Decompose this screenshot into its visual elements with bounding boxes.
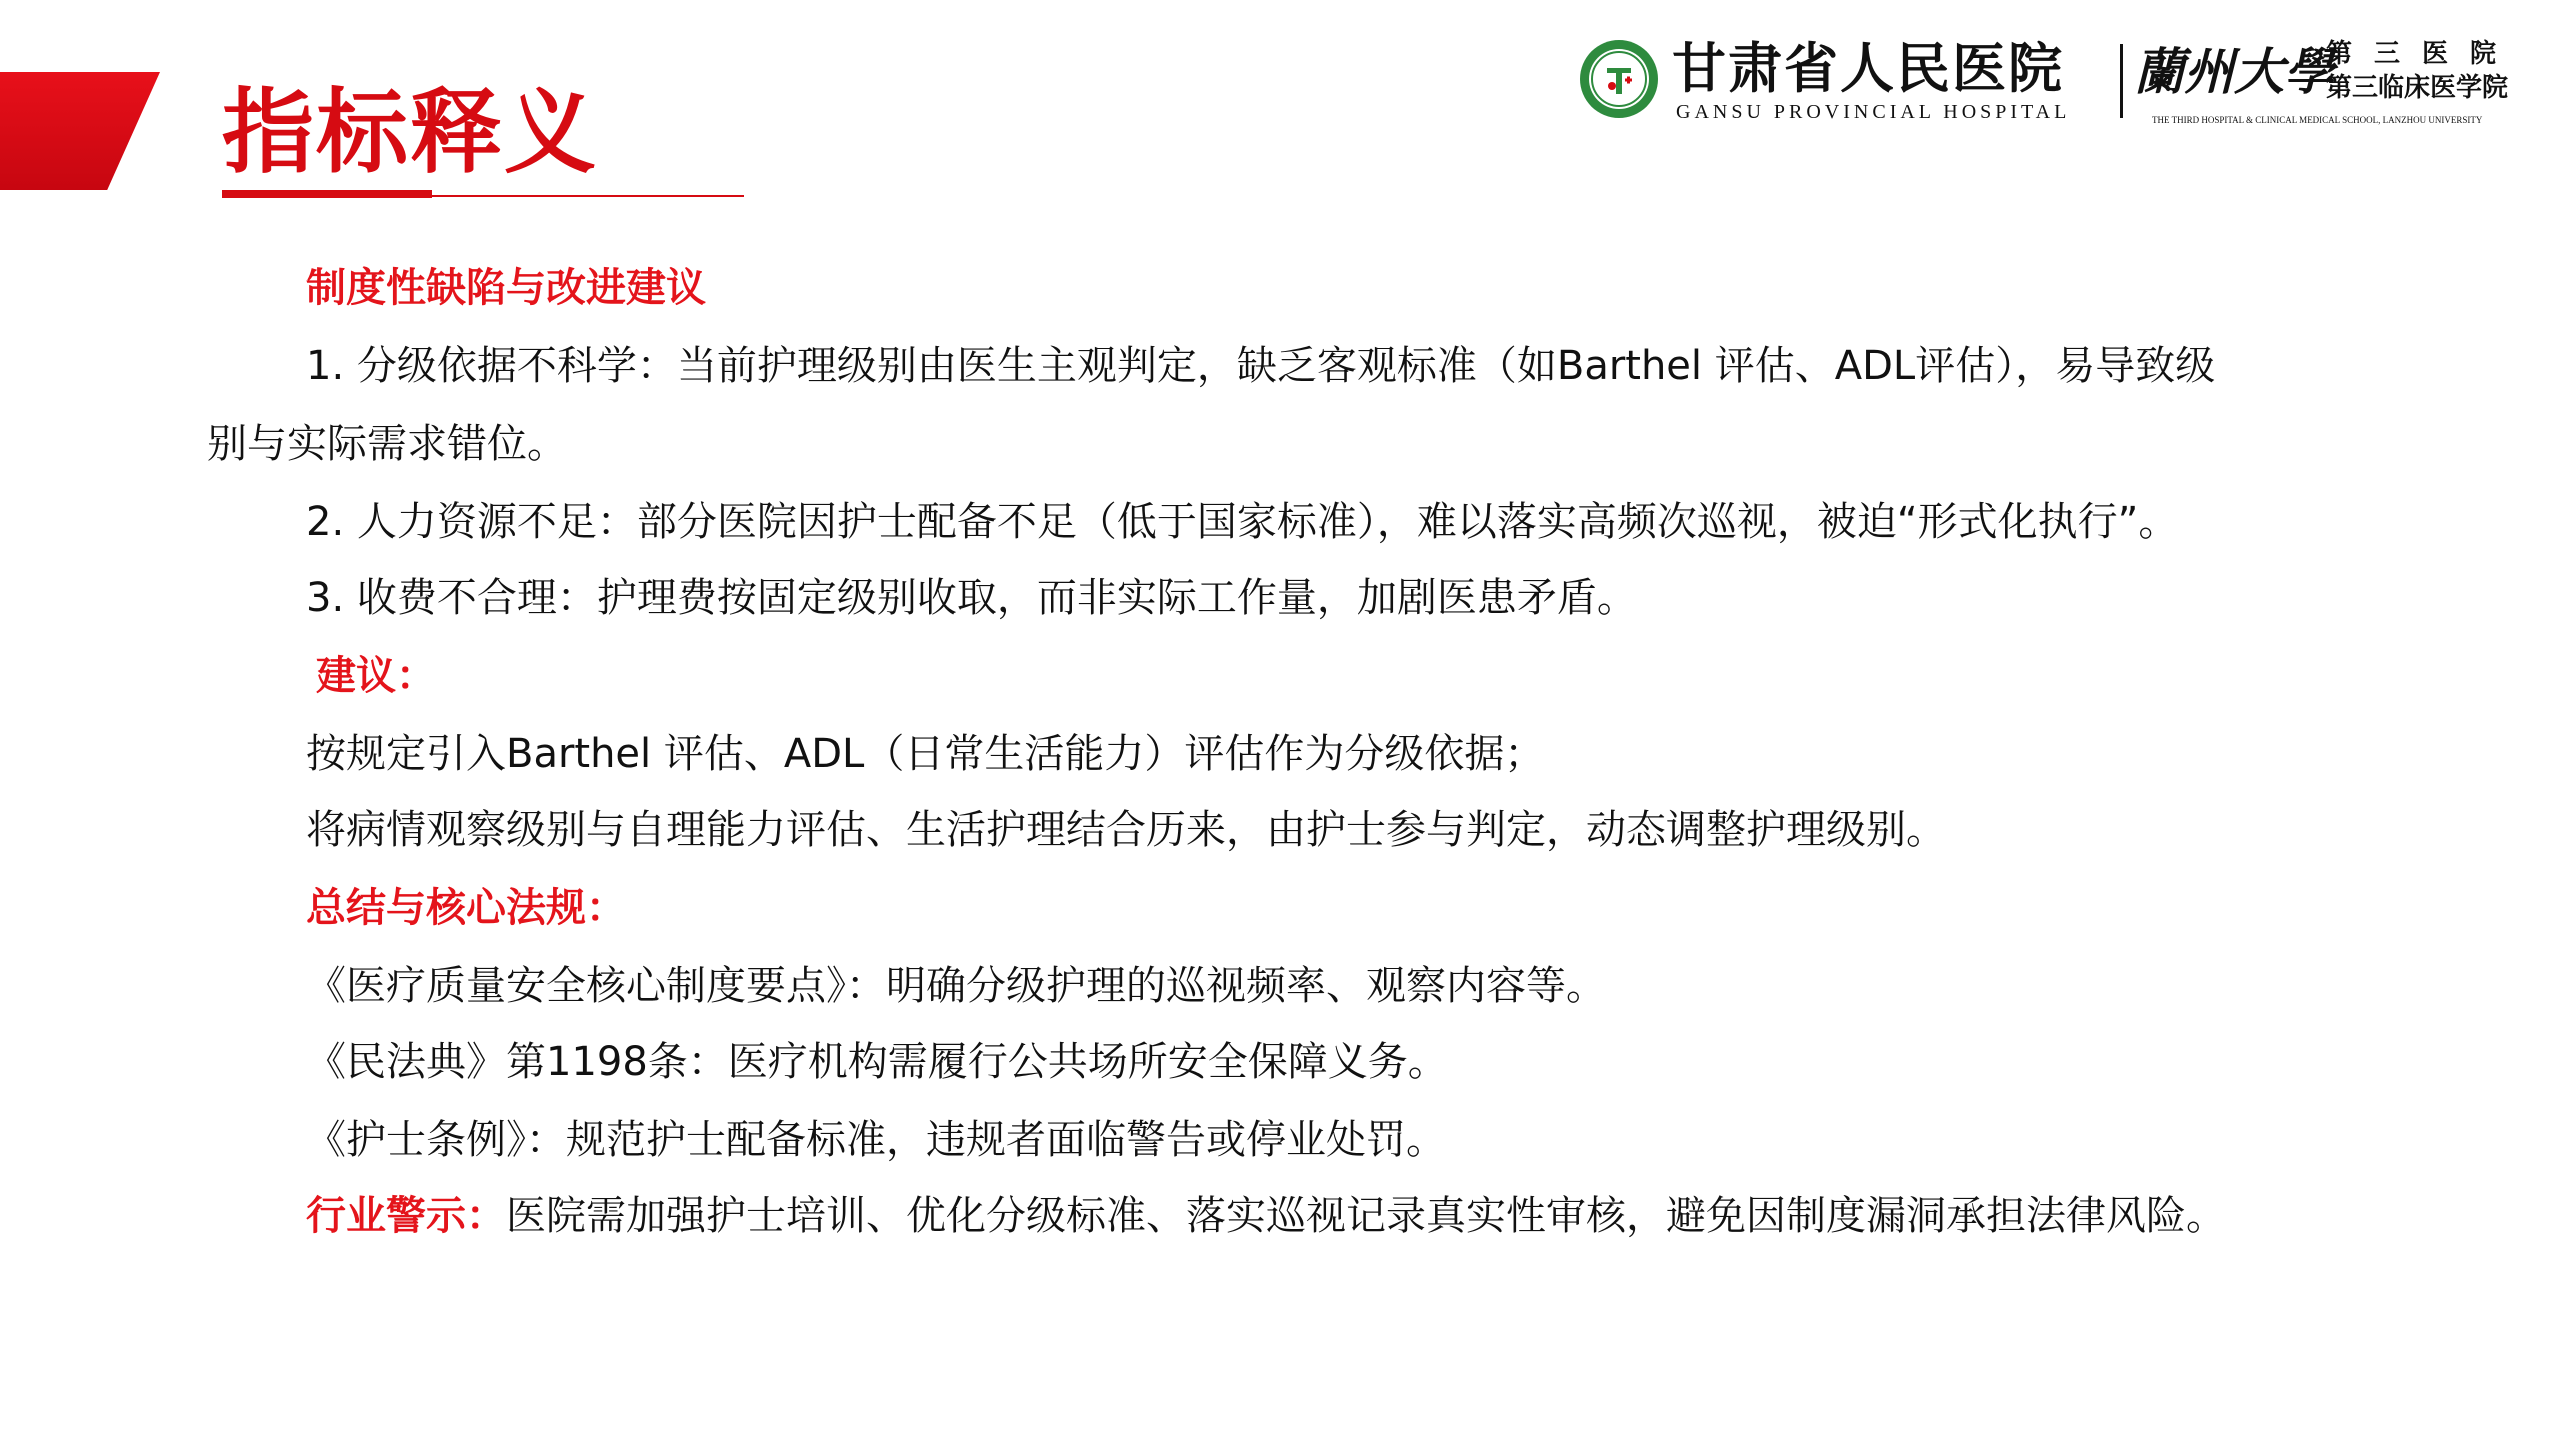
defect-item-2: 2. 人力资源不足：部分医院因护士配备不足（低于国家标准），难以落实高频次巡视，被迫“形式化执行”。: [306, 499, 2179, 545]
industry-warning: [306, 1190, 2226, 1242]
summary-heading: 总结与核心法规：: [306, 885, 626, 931]
defect-item-1-line-1: 1. 分级依据不科学：当前护理级别由医生主观判定，缺乏客观标准（如Barthel 评估、ADL评估），易导致级: [306, 343, 2216, 389]
hospital-emblem-icon: [1578, 38, 1660, 120]
law-2: 《民法典》第1198条：医疗机构需履行公共场所安全保障义务。: [306, 1039, 1448, 1085]
logo-divider: [2120, 44, 2123, 118]
hospital-name-cn: 甘肃省人民医院: [1672, 36, 2064, 100]
law-3: 《护士条例》：规范护士配备标准，违规者面临警告或停业处罚。: [306, 1117, 1446, 1163]
warning-label: 行业警示：: [306, 1193, 506, 1239]
page-title: 指标释义: [222, 79, 599, 186]
law-1: 《医疗质量安全核心制度要点》：明确分级护理的巡视频率、观察内容等。: [306, 963, 1606, 1009]
clinical-school-label: 第三临床医学院: [2326, 73, 2509, 103]
title-red-tab: [0, 72, 160, 190]
defects-heading: 制度性缺陷与改进建议: [306, 265, 706, 311]
warning-text: 医院需加强护士培训、优化分级标准、落实巡视记录真实性审核，避免因制度漏洞承担法律风险。: [506, 1193, 2226, 1239]
suggest-heading: 建议：: [316, 653, 436, 699]
university-english-label: THE THIRD HOSPITAL & CLINICAL MEDICAL SCHOOL, LANZHOU UNIVERSITY: [2152, 115, 2483, 125]
defect-item-3: 3. 收费不合理：护理费按固定级别收取，而非实际工作量，加剧医患矛盾。: [306, 575, 1637, 621]
suggestion-2: 将病情观察级别与自理能力评估、生活护理结合历来，由护士参与判定，动态调整护理级别。: [306, 807, 1946, 853]
defect-item-1-line-2: 别与实际需求错位。: [207, 421, 567, 467]
hospital-name-en: GANSU PROVINCIAL HOSPITAL: [1676, 101, 2071, 123]
third-hospital-label: 第三医院: [2326, 39, 2519, 69]
university-name: 蘭州大學: [2134, 42, 2334, 101]
title-underline-accent: [222, 190, 432, 198]
suggestion-1: 按规定引入Barthel 评估、ADL（日常生活能力）评估作为分级依据；: [306, 731, 1545, 777]
